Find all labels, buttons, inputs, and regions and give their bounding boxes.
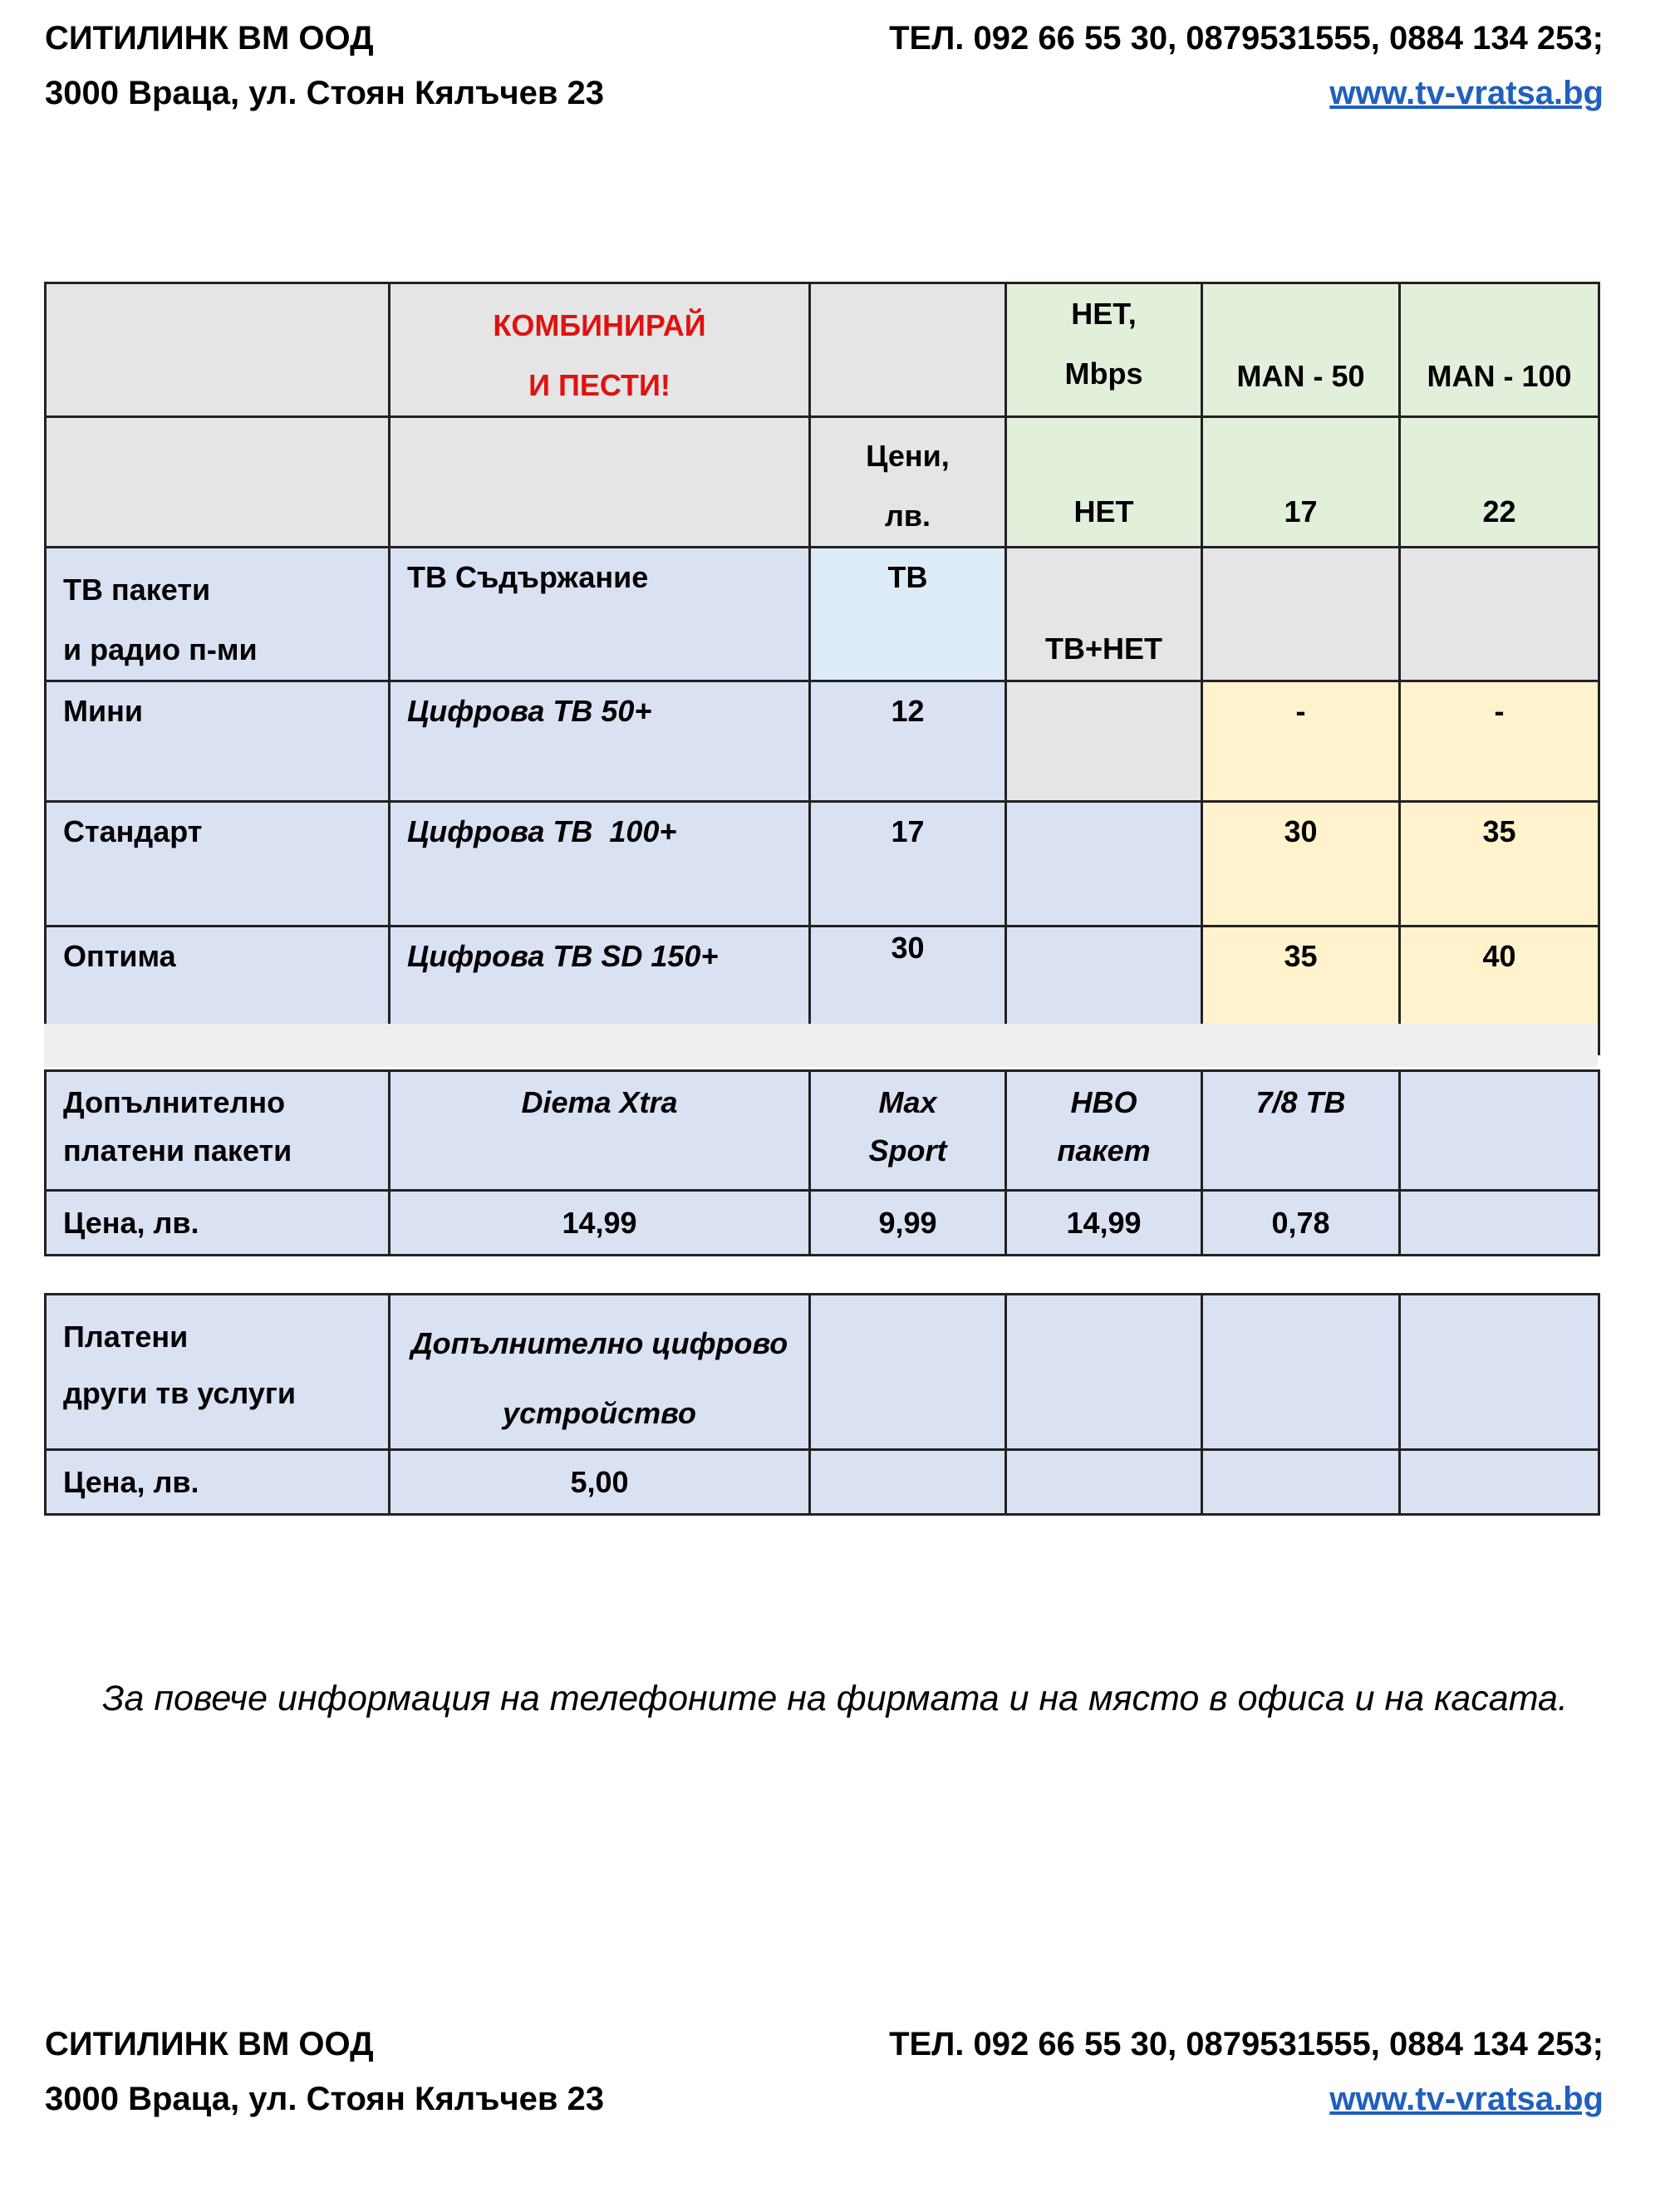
net-speed-header [1006, 283, 1202, 417]
blank-cell [1006, 1295, 1202, 1450]
tv-price: 30 [810, 927, 1006, 1054]
blank-cell [1202, 1450, 1400, 1515]
man50-price: 30 [1202, 802, 1400, 927]
package-content: Цифрова ТВ SD 150+ [390, 927, 810, 1054]
website-link[interactable]: www.tv-vratsa.bg [1329, 2081, 1604, 2117]
table-row [46, 802, 1599, 927]
hbo-line1: HBO [1070, 1085, 1137, 1119]
extra-label-line2: платени пакети [63, 1133, 292, 1167]
man100-header: MAN - 100 [1400, 283, 1599, 417]
seven-eight-tv-header: 7/8 ТВ [1202, 1071, 1400, 1191]
blank-cell [1400, 1450, 1599, 1515]
max-sport-line1: Max [878, 1085, 937, 1119]
diema-xtra-header: Diema Xtra [390, 1071, 810, 1191]
header-blank-cell [46, 283, 390, 417]
extra-label [46, 1071, 390, 1191]
table-row [46, 681, 1599, 802]
package-name: Оптима [46, 927, 390, 1054]
speed100-cell: 22 [1400, 417, 1599, 548]
package-content: Цифрова ТВ 100+ [390, 802, 810, 927]
phone-numbers: ТЕЛ. 092 66 55 30, 0879531555, 0884 134 253; [889, 2026, 1604, 2062]
package-name: Стандарт [46, 802, 390, 927]
company-address: 3000 Враца, ул. Стоян Кялъчев 23 [45, 2081, 605, 2117]
promo-cell [390, 283, 810, 417]
blank-cell [810, 1295, 1006, 1450]
man100-price: 40 [1400, 927, 1599, 1054]
blank-cell [1006, 681, 1202, 802]
website-link[interactable]: www.tv-vratsa.bg [1329, 75, 1604, 111]
net-line1: НЕТ, [1071, 297, 1137, 331]
speed50-cell: 17 [1202, 417, 1400, 548]
hbo-price: 14,99 [1006, 1191, 1202, 1256]
extra-packages-table [44, 1069, 1600, 1256]
blank-cell [1400, 1295, 1599, 1450]
tv-header: ТВ [810, 548, 1006, 681]
package-name: Мини [46, 681, 390, 802]
net-line2: Mbps [1064, 356, 1143, 391]
extra-device-header [390, 1295, 810, 1450]
tv-price: 12 [810, 681, 1006, 802]
promo-line1: КОМБИНИРАЙ [493, 308, 706, 342]
price-label: Цена, лв. [46, 1191, 390, 1256]
max-sport-price: 9,99 [810, 1191, 1006, 1256]
prices-header [810, 417, 1006, 548]
max-sport-header [810, 1071, 1006, 1191]
extra-device-line2: устройство [503, 1396, 696, 1430]
man100-price: 35 [1400, 802, 1599, 927]
company-name: СИТИЛИНК ВМ ООД [45, 20, 374, 57]
phone-numbers: ТЕЛ. 092 66 55 30, 0879531555, 0884 134 253; [889, 20, 1604, 57]
net-none-cell: НЕТ [1006, 417, 1202, 548]
price-label: Цена, лв. [46, 1450, 390, 1515]
blank-cell [1006, 802, 1202, 927]
prices-line2: лв. [884, 499, 931, 533]
services-label-line1: Платени [63, 1320, 189, 1354]
company-address: 3000 Враца, ул. Стоян Кялъчев 23 [45, 75, 605, 111]
hbo-line2: пакет [1057, 1133, 1151, 1167]
diema-xtra-price: 14,99 [390, 1191, 810, 1256]
tvnet-header: ТВ+НЕТ [1006, 548, 1202, 681]
company-name: СИТИЛИНК ВМ ООД [45, 2026, 374, 2062]
header-blank-cell [810, 283, 1006, 417]
packages-header [46, 548, 390, 681]
hbo-header [1006, 1071, 1202, 1191]
other-services-table [44, 1293, 1600, 1516]
separator-strip [44, 1024, 1598, 1067]
services-label-line2: други тв услуги [63, 1376, 296, 1410]
blank-cell [1202, 548, 1400, 681]
package-content: Цифрова ТВ 50+ [390, 681, 810, 802]
seven-eight-tv-price: 0,78 [1202, 1191, 1400, 1256]
packages-line1: ТВ пакети [63, 573, 211, 607]
man50-header: MAN - 50 [1202, 283, 1400, 417]
extra-device-line1: Допълнително цифрово [410, 1326, 788, 1360]
max-sport-line2: Sport [868, 1133, 947, 1167]
info-note: За повече информация на телефоните на фирмата и на място в офиса и на касата. [102, 1679, 1568, 1718]
extra-label-line1: Допълнително [63, 1085, 286, 1119]
blank-cell [1006, 1450, 1202, 1515]
packages-line2: и радио п-ми [63, 632, 258, 666]
blank-cell [46, 417, 390, 548]
man100-price: - [1400, 681, 1599, 802]
blank-cell [810, 1450, 1006, 1515]
content-header: ТВ Съдържание [390, 548, 810, 681]
prices-line1: Цени, [866, 439, 950, 473]
blank-cell [1202, 1295, 1400, 1450]
combined-price-table [44, 282, 1600, 1055]
blank-cell [1400, 1071, 1599, 1191]
man50-price: 35 [1202, 927, 1400, 1054]
tv-price: 17 [810, 802, 1006, 927]
promo-line2: И ПЕСТИ! [528, 368, 670, 402]
services-label [46, 1295, 390, 1450]
blank-cell [1400, 1191, 1599, 1256]
blank-cell [390, 417, 810, 548]
man50-price: - [1202, 681, 1400, 802]
extra-device-price: 5,00 [390, 1450, 810, 1515]
blank-cell [1400, 548, 1599, 681]
